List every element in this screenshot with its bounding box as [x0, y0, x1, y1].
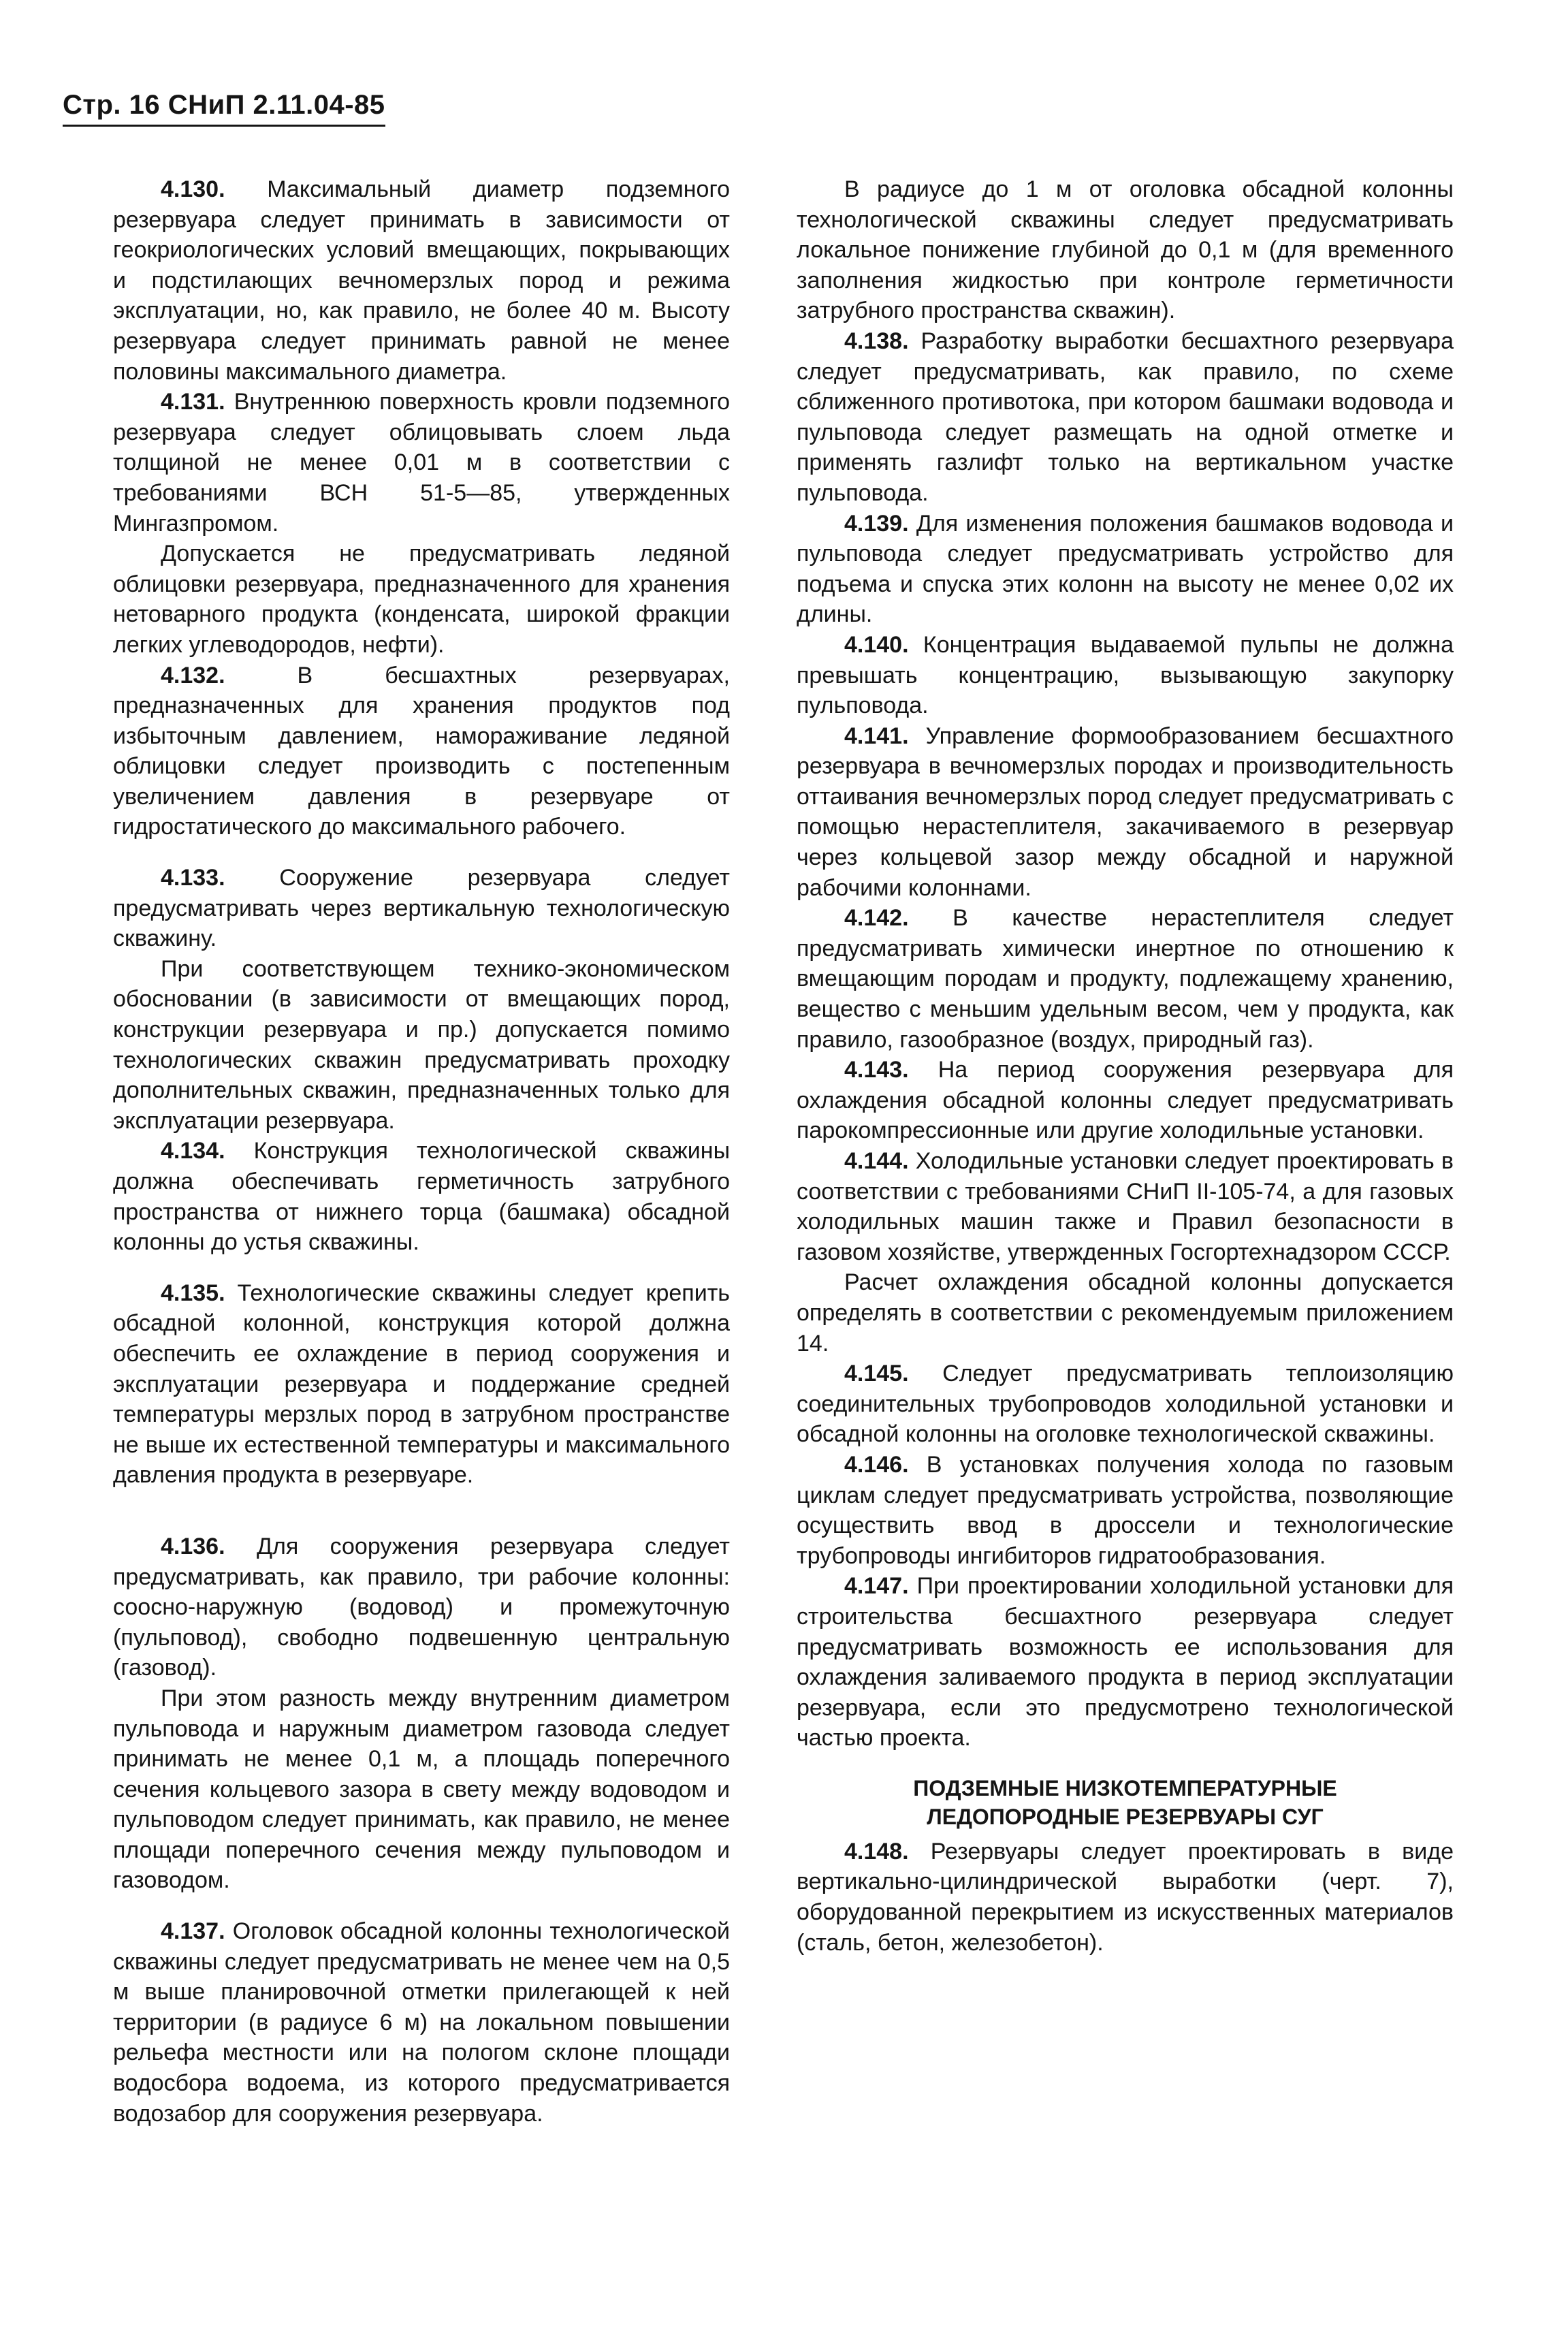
- clause-number: 4.143.: [844, 1057, 909, 1083]
- clause-text: Разработку выработки бесшахтного резервуара следует предусматривать, как правило, по схеме сближенного противотока, при котором башмаки водовода и пульповода следует размещать на одной отметке и применять газлифт только на вертикальном участке пульповода.: [797, 328, 1454, 506]
- clause-text: Следует предусматривать теплоизоляцию соединительных трубопроводов холодильной установки и обсадной колонны на оголовке технологической скважины.: [797, 1361, 1454, 1448]
- clause-number: 4.142.: [844, 905, 909, 932]
- clause-number: 4.146.: [844, 1451, 909, 1478]
- paragraph-4-133: [113, 863, 730, 954]
- clause-number: 4.148.: [844, 1838, 909, 1864]
- clause-number: 4.140.: [844, 631, 909, 658]
- clause-text: Максимальный диаметр подземного резервуара следует принимать в зависимости от геокриологических условий вмещающих, покрывающих и подстилающих вечномерзлых пород и режима эксплуатации, но, как правило, не более 40 м. Высоту резервуара следует принимать равной не менее половины максимального диаметра.: [113, 176, 731, 385]
- clause-number: 4.136.: [161, 1533, 225, 1559]
- clause-number: 4.141.: [844, 723, 909, 749]
- paragraph-ice-lining: [113, 539, 730, 660]
- paragraph-4-131: [113, 387, 730, 539]
- clause-text: Концентрация выдаваемой пульпы не должна превышать концентрацию, вызывающую закупорку пульповода.: [797, 631, 1454, 719]
- clause-number: 4.132.: [161, 662, 225, 688]
- clause-text: Технологические скважины следует крепить обсадной колонной, конструкция которой должна обеспечить ее охлаждение в период сооружения и эксплуатации резервуара и поддержание средней температуры мерзлых пород в затрубном пространстве не выше их естественной температуры и максимального давления продукта в резервуаре.: [113, 1280, 730, 1489]
- paragraph-additional-wells: [113, 954, 730, 1137]
- section-heading-line-1: ПОДЗЕМНЫЕ НИЗКОТЕМПЕРАТУРНЫЕ: [913, 1775, 1337, 1800]
- clause-text: Оголовок обсадной колонны технологической скважины следует предусматривать не менее чем на 0,5 м выше планировочной отметки прилегающей к ней территории (в радиусе 6 м) на локальном повышении рельефа местности или на пологом склоне площади водосбора водоема, из которого предусматривается водозабор для сооружения резервуара.: [113, 1918, 730, 2127]
- clause-text: Управление формообразованием бесшахтного резервуара в вечномерзлых породах и производительность оттаивания вечномерзлых пород следует предусматривать с помощью нерастеплителя, закачиваемого в резервуар через кольцевой зазор между обсадной и наружной рабочими колоннами.: [797, 723, 1454, 901]
- paragraph-4-139: [797, 509, 1454, 630]
- clause-text: При соответствующем технико-экономическом обосновании (в зависимости от вмещающих пород, конструкции резервуара и пр.) допускается помимо технологических скважин предусматривать проходку дополнительных скважин, предназначенных только для эксплуатации резервуара.: [113, 955, 730, 1134]
- clause-text: Резервуары следует проектировать в виде вертикально-цилиндрической выработки (черт. 7), оборудованной перекрытием из искусственных материалов (сталь, бетон, железобетон).: [797, 1838, 1454, 1956]
- paragraph-4-144: [797, 1146, 1454, 1267]
- clause-text: В качестве нерастеплителя следует предусматривать химически инертное по отношению к вмещающим породам и продукту, подлежащему хранению, вещество с меньшим удельным весом, чем у продукта, как правило, газообразное (воздух, природный газ).: [797, 905, 1454, 1053]
- clause-text: Для изменения положения башмаков водовода и пульповода следует предусматривать устройство для подъема и спуска этих колонн на высоту не менее 0,02 их длины.: [797, 510, 1454, 628]
- clause-number: 4.133.: [161, 865, 225, 891]
- paragraph-4-137: [113, 1916, 730, 2129]
- paragraph-4-134: [113, 1136, 730, 1257]
- clause-number: 4.139.: [844, 510, 909, 537]
- paragraph-4-135: [113, 1278, 730, 1491]
- paragraph-4-148: [797, 1837, 1454, 1958]
- clause-text: Внутреннюю поверхность кровли подземного резервуара следует облицовывать слоем льда толщиной не менее 0,01 м в соответствии с требованиями ВСН 51-5—85, утвержденных Мингазпромом.: [113, 389, 731, 537]
- clause-text: Для сооружения резервуара следует предусматривать, как правило, три рабочие колонны: соосно-наружную (водовод) и промежуточную (пульповод), свободно подвешенную центральную (газовод).: [113, 1533, 730, 1681]
- clause-text: В бесшахтных резервуарах, предназначенных для хранения продуктов под избыточным давлением, намораживание ледяной облицовки следует производить с постепенным увеличением давления в резервуаре от гидростатического до максимального рабочего.: [113, 662, 730, 840]
- clause-text: На период сооружения резервуара для охлаждения обсадной колонны следует предусматривать парокомпрессионные или другие холодильные установки.: [797, 1057, 1454, 1144]
- left-column: [113, 174, 730, 2129]
- right-column: [797, 174, 1454, 1958]
- clause-number: 4.130.: [161, 176, 225, 202]
- paragraph-4-136: [113, 1531, 730, 1683]
- clause-text: При этом разность между внутренним диаметром пульповода и наружным диаметром газовода следует принимать не менее 0,1 м, а площадь поперечного сечения кольцевого зазора в свету между водоводом и пульповодом следует принимать, как правило, не менее площади поперечного сечения между пульповодом и газоводом.: [113, 1685, 730, 1894]
- clause-number: 4.147.: [844, 1573, 909, 1600]
- clause-number: 4.137.: [161, 1918, 225, 1945]
- section-heading-line-2: ЛЕДОПОРОДНЫЕ РЕЗЕРВУАРЫ СУГ: [927, 1804, 1324, 1829]
- clause-text: В установках получения холода по газовым циклам следует предусматривать устройства, позволяющие осуществить ввод в дроссели и технологические трубопроводы ингибиторов гидратообразования.: [797, 1451, 1454, 1569]
- clause-number: 4.138.: [844, 328, 909, 354]
- section-heading: [797, 1774, 1454, 1831]
- paragraph-4-145: [797, 1359, 1454, 1450]
- clause-number: 4.135.: [161, 1280, 225, 1306]
- paragraph-4-130: [113, 174, 730, 387]
- clause-number: 4.134.: [161, 1138, 225, 1164]
- paragraph-local-depression: [797, 174, 1454, 326]
- paragraph-4-140: [797, 630, 1454, 721]
- page-header: Стр. 16 СНиП 2.11.04-85: [63, 90, 385, 127]
- paragraph-4-138: [797, 326, 1454, 509]
- paragraph-4-143: [797, 1055, 1454, 1146]
- clause-number: 4.144.: [844, 1148, 909, 1174]
- paragraph-4-132: [113, 661, 730, 843]
- clause-text: При проектировании холодильной установки для строительства бесшахтного резервуара следует предусматривать возможность ее использования для охлаждения заливаемого продукта в период эксплуатации резервуара, если это предусмотрено технологической частью проекта.: [797, 1573, 1454, 1751]
- clause-text: Конструкция технологической скважины должна обеспечивать герметичность затрубного пространства от нижнего торца (башмака) обсадной колонны до устья скважины.: [113, 1138, 731, 1256]
- paragraph-4-141: [797, 721, 1454, 904]
- clause-text: В радиусе до 1 м от оголовка обсадной колонны технологической скважины следует предусматривать локальное понижение глубиной до 0,1 м (для временного заполнения жидкостью при контроле герметичности затрубного пространства скважин).: [797, 176, 1454, 324]
- clause-number: 4.145.: [844, 1361, 909, 1387]
- paragraph-4-147: [797, 1571, 1454, 1753]
- clause-text: Сооружение резервуара следует предусматривать через вертикальную технологическую скважину.: [113, 865, 730, 952]
- paragraph-4-142: [797, 903, 1454, 1055]
- clause-text: Холодильные установки следует проектировать в соответствии с требованиями СНиП II-105-74, а для газовых холодильных машин также и Правил безопасности в газовом хозяйстве, утвержденных Госгортехнадзором СССР.: [797, 1148, 1454, 1265]
- paragraph-4-146: [797, 1450, 1454, 1571]
- clause-text: Расчет охлаждения обсадной колонны допускается определять в соответствии с рекомендуемым приложением 14.: [797, 1269, 1454, 1356]
- paragraph-cooling-calc: [797, 1267, 1454, 1359]
- paragraph-diameter-difference: [113, 1683, 730, 1896]
- clause-text: Допускается не предусматривать ледяной облицовки резервуара, предназначенного для хранения нетоварного продукта (конденсата, широкой фракции легких углеводородов, нефти).: [113, 541, 730, 658]
- clause-number: 4.131.: [161, 389, 225, 415]
